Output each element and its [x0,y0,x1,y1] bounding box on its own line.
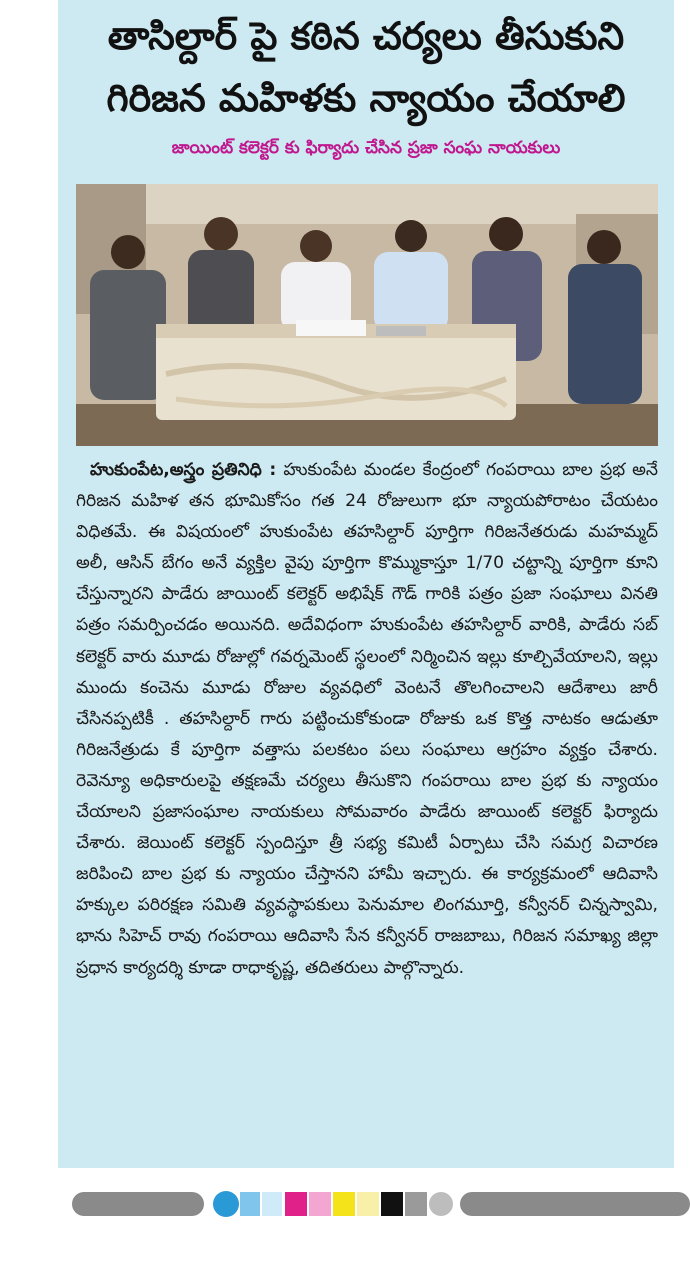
headline-line-2: గిరిజన మహిళకు న్యాయం చేయాలి [106,76,626,120]
news-clipping [58,0,674,1168]
dateline: హుకుంపేట,అస్త్రం ప్రతినిధి : [90,460,277,480]
headline-line-1: తాసిల్దార్ పై కఠిన చర్యలు తీసుకుని [107,14,625,58]
group-photo-illustration [76,184,658,446]
print-registration-color-bar [0,1190,690,1218]
news-photo [76,184,658,446]
subheadline: జాయింట్ కలెక్టర్ కు ఫిర్యాదు చేసిన ప్రజా సంఘ నాయకులు [171,138,561,158]
article-body [76,455,658,984]
article-text: హుకుంపేట మండల కేంద్రంలో గంపరాయి బాల ప్రభ అనే గిరిజన మహిళ తన భూమికోసం గత 24 రోజులుగా భూ న్యాయపోరాటం చేయటం విధితమే. ఈ విషయంలో హుకుంపేట తహసిల్దార్ పూర్తిగా గిరిజనేతరుడు మహమ్మద్ అలీ, ఆసిన్ బేగం అనే వ్యక్తిల వైపు పూర్తిగా కొమ్ముకాస్తూ 1/70 చట్టాన్ని పూర్తిగా కూని చేస్తున్నారని పాడేరు జాయింట్ కలెక్టర్ అభిషేక్ గౌడ్ గారికి పత్రం ప్రజా సంఘాలు వినతి పత్రం సమర్పించడం అయినది. అదేవిధంగా హుకుంపేట తహసిల్దార్ వారికి, పాడేరు సబ్ కలెక్టర్ వారు మూడు రోజుల్లో గవర్నమెంట్ స్థలంలో నిర్మించిన ఇల్లు కూల్చివేయాలని, ఇల్లు ముందు కంచెను మూడు రోజుల వ్యవధిలో వెంటనే తొలగించాలని ఆదేశాలు జారీ చేసినప్పటికీ . తహసిల్దార్ గారు పట్టించుకోకుండా రోజుకు ఒక కొత్త నాటకం ఆడుతూ గిరిజనేత్రుడు కే పూర్తిగా వత్తాసు పలకటం పలు సంఘాలు ఆగ్రహం వ్యక్తం చేశారు. రెవెన్యూ అధికారులపై తక్షణమే చర్యలు తీసుకొని గంపరాయి బాల ప్రభ కు న్యాయం చేయాలని ప్రజాసంఘాల నాయకులు సోమవారం పాడేరు జాయింట్ కలెక్టర్ ఫిర్యాదు చేశారు. జెయింట్ కలెక్టర్ స్పందిస్తూ త్రీ సభ్య కమిటీ ఏర్పాటు చేసి సమగ్ర విచారణ జరిపించి బాల ప్రభ కు న్యాయం చేస్తానని హామీ ఇచ్చారు. ఈ కార్యక్రమంలో ఆదివాసి హక్కుల పరిరక్షణ సమితి వ్యవస్థాపకులు పెనుమాల లింగమూర్తి, కన్వీనర్ చిన్నస్వామి, భాను సిహెచ్ రావు గంపరాయి ఆదివాసి సేన కన్వీనర్ రాజబాబు, గిరిజన సమాఖ్య జిల్లా ప్రధాన కార్యదర్శి కూడా రాధాకృష్ణ, తదితరులు పాల్గొన్నారు. [76,460,658,978]
